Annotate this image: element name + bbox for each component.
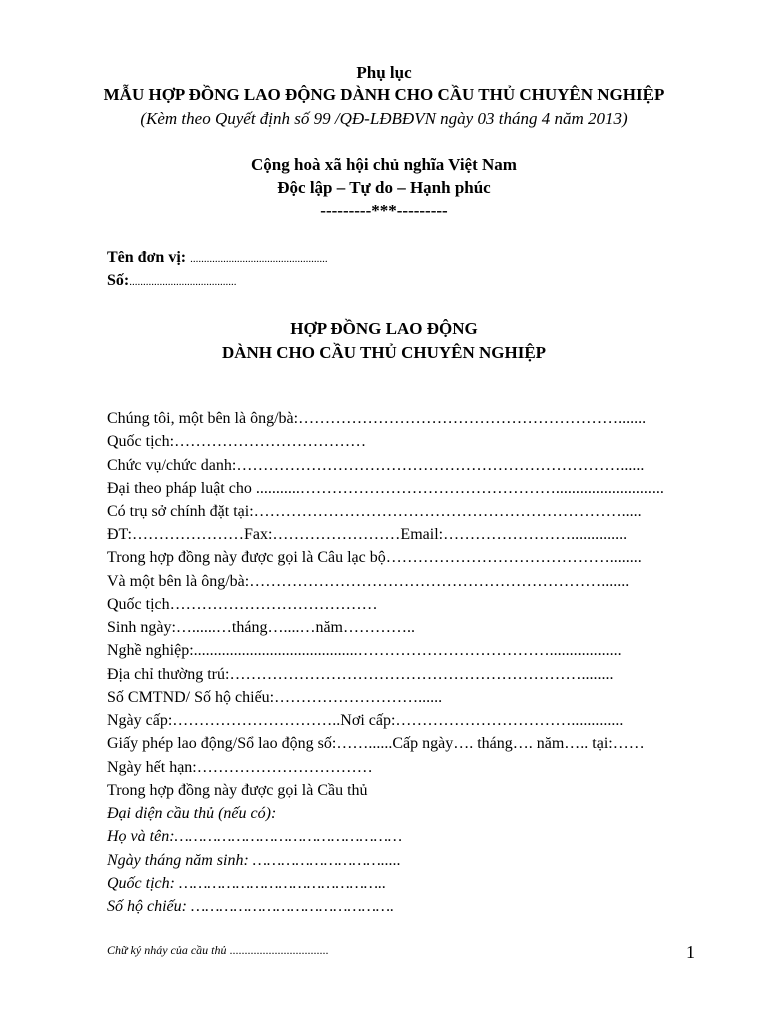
representative-line: Số hộ chiếu: ……………………………………. — [107, 898, 395, 915]
body-line: Giấy phép lao động/Sổ lao động số:……......Cấp ngày…. tháng…. năm….. tại:…… — [107, 735, 645, 752]
motto-divider: ---------***--------- — [320, 201, 448, 220]
unit-number-line — [107, 271, 236, 292]
appendix-label: Phụ lục — [356, 63, 412, 82]
national-motto: Độc lập – Tự do – Hạnh phúc — [277, 178, 491, 197]
body-line: Chức vụ/chức danh:………………………………………………………………...... — [107, 457, 645, 474]
body-line: ĐT:…………………Fax:……………………Email:…………………….............. — [107, 526, 628, 543]
body-line: Đại theo pháp luật cho ...........…………………………………………........................... — [107, 480, 664, 497]
body-line: Quốc tịch:……………………………… — [107, 433, 367, 450]
body-line: Trong hợp đồng này được gọi là Cầu thủ — [107, 782, 368, 799]
body-line: Trong hợp đồng này được gọi là Câu lạc bộ……………………………………........ — [107, 549, 642, 566]
contract-subtitle: DÀNH CHO CẦU THỦ CHUYÊN NGHIỆP — [221, 343, 547, 362]
body-line: Ngày hết hạn:…………………………… — [107, 759, 373, 776]
signature-field[interactable]: ................................. — [229, 943, 329, 957]
body-line: Và một bên là ông/bà:…………………………………………………………....... — [107, 573, 630, 590]
representative-line: Họ và tên:………………………………………… — [107, 828, 403, 845]
body-line: Ngày cấp:…………………………..Nơi cấp:……………………………............. — [107, 712, 624, 729]
unit-name-label: Tên đơn vị: — [107, 249, 191, 266]
document-subtitle: (Kèm theo Quyết định số 99 /QĐ-LĐBĐVN ngày 03 tháng 4 năm 2013) — [140, 109, 628, 128]
body-line: Chúng tôi, một bên là ông/bà:……………………………………………………....... — [107, 410, 647, 427]
body-line: Nghề nghiệp:.........................................……………………………….................. — [107, 642, 622, 659]
unit-number-field[interactable]: ....................................... — [129, 276, 237, 288]
document-title: MẪU HỢP ĐỒNG LAO ĐỘNG DÀNH CHO CẦU THỦ CHUYÊN NGHIỆP — [103, 85, 665, 104]
unit-name-line — [107, 248, 328, 269]
representative-line: Quốc tịch: …………………………………….. — [107, 875, 387, 892]
representative-heading: Đại diện cầu thủ (nếu có): — [107, 805, 277, 822]
page-number: 1 — [686, 942, 695, 962]
country-name: Cộng hoà xã hội chủ nghĩa Việt Nam — [251, 155, 517, 174]
body-line: Số CMTND/ Số hộ chiếu:………………………...... — [107, 689, 443, 706]
signature-label: Chữ ký nháy của cầu thủ — [107, 943, 230, 957]
representative-line: Ngày tháng năm sinh: ………………………..... — [107, 852, 401, 869]
contract-title: HỢP ĐỒNG LAO ĐỘNG — [290, 319, 478, 338]
body-line: Có trụ sở chính đặt tại:……………………………………………………………..... — [107, 503, 642, 520]
unit-name-field[interactable]: .................................................. — [190, 253, 328, 265]
body-line: Địa chỉ thường trú:…………………………………………………………........ — [107, 666, 614, 683]
signature-initial-line — [107, 943, 329, 958]
body-line: Sinh ngày:…......…tháng…....…năm………….. — [107, 619, 415, 636]
unit-number-label: Số: — [107, 272, 130, 289]
body-line: Quốc tịch………………………………… — [107, 596, 378, 613]
